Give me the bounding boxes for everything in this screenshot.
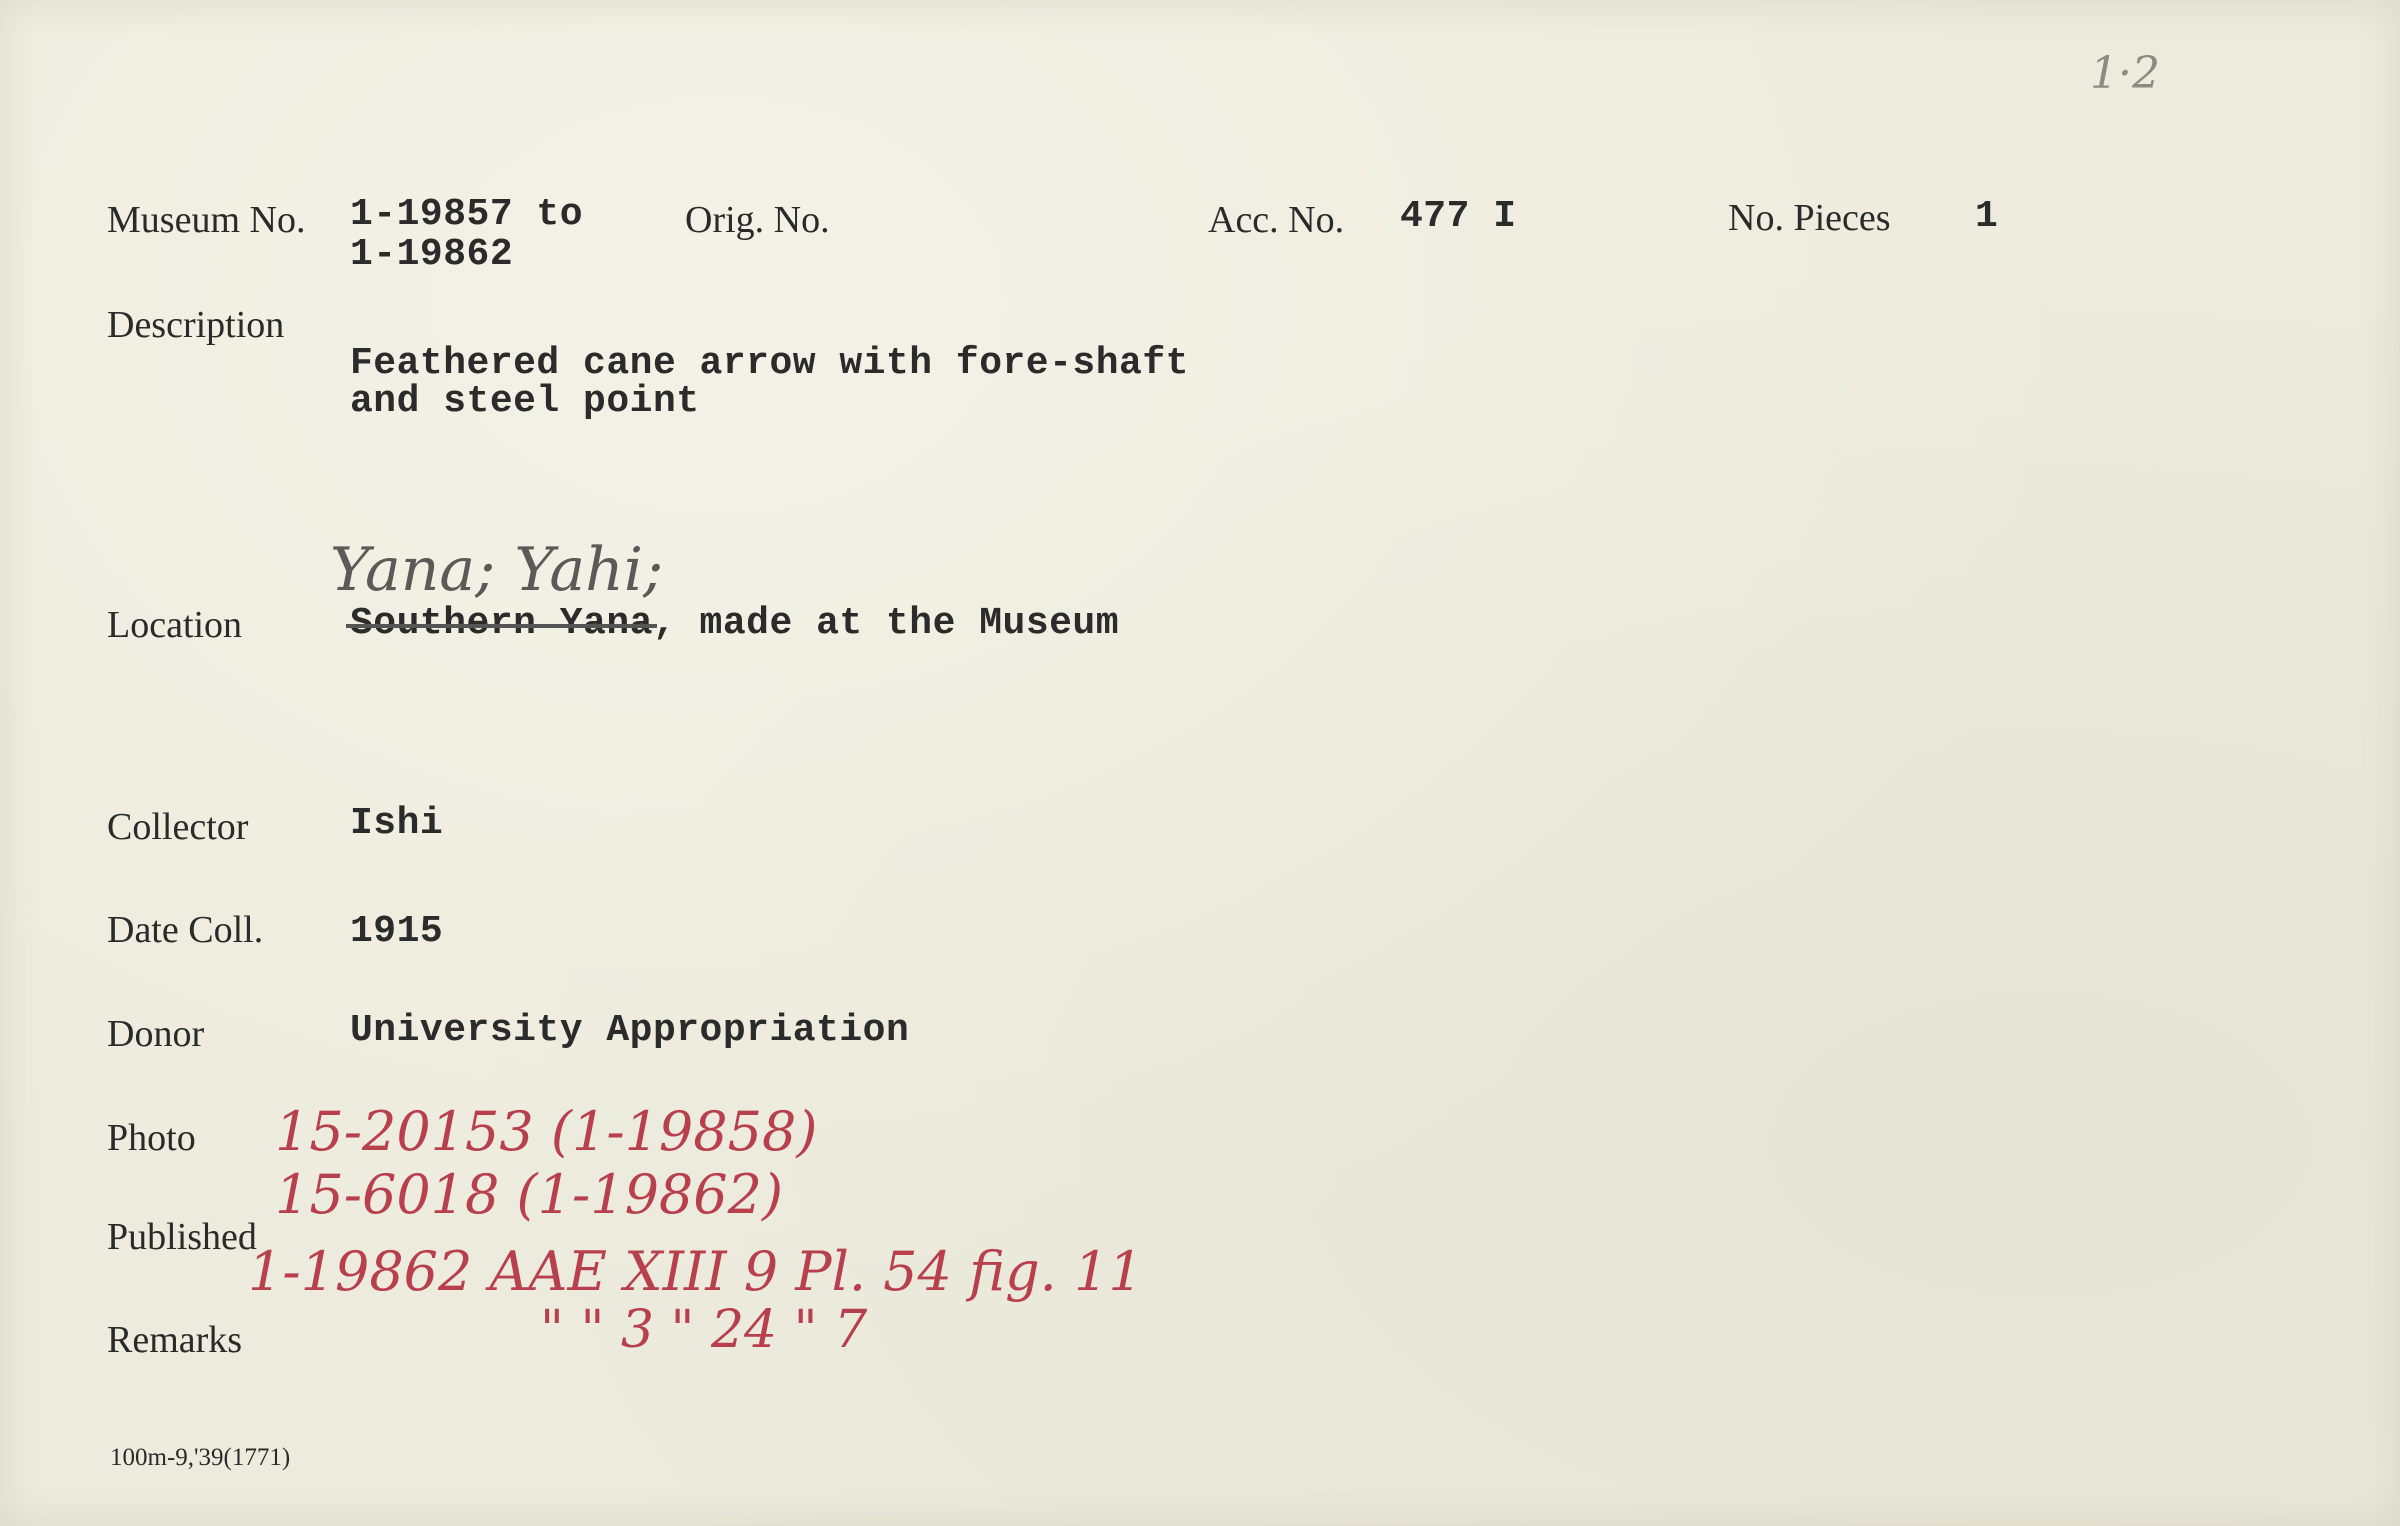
collector-label: Collector — [107, 806, 249, 848]
location-handwritten: Yana; Yahi; — [330, 535, 664, 605]
orig-no-label: Orig. No. — [685, 199, 830, 241]
card-print-code: 100m-9,'39(1771) — [110, 1444, 291, 1471]
published-label: Published — [107, 1216, 257, 1258]
date-coll-label: Date Coll. — [107, 909, 264, 951]
donor-value: University Appropriation — [350, 1009, 910, 1052]
published-line2: " " 3 " 24 " 7 — [540, 1300, 868, 1360]
published-line1: 1-19862 AAE XIII 9 Pl. 54 fig. 11 — [248, 1240, 1143, 1303]
museum-no-line2: 1-19862 — [350, 233, 514, 276]
location-struck-text: Southern Yana — [350, 602, 653, 645]
photo-line1: 15-20153 (1-19858) — [275, 1100, 818, 1163]
location-rest: , made at the Museum — [652, 602, 1120, 645]
donor-label: Donor — [107, 1013, 205, 1055]
photo-label: Photo — [107, 1117, 196, 1159]
acc-no-value: 477 I — [1400, 195, 1517, 238]
collector-value: Ishi — [350, 802, 444, 845]
museum-no-line1: 1-19857 to — [350, 193, 584, 236]
acc-no-label: Acc. No. — [1208, 199, 1345, 241]
remarks-label: Remarks — [107, 1319, 243, 1361]
photo-line2: 15-6018 (1-19862) — [275, 1163, 784, 1226]
no-pieces-label: No. Pieces — [1728, 197, 1891, 239]
date-coll-value: 1915 — [350, 910, 444, 953]
museum-no-label: Museum No. — [107, 199, 306, 241]
description-label: Description — [107, 304, 285, 346]
location-label: Location — [107, 604, 243, 646]
corner-pencil-mark: 1·2 — [2090, 48, 2160, 99]
location-value — [350, 602, 1119, 645]
description-line2: and steel point — [350, 380, 700, 423]
no-pieces-value: 1 — [1975, 195, 1999, 238]
description-line1: Feathered cane arrow with fore-shaft — [350, 342, 1189, 385]
